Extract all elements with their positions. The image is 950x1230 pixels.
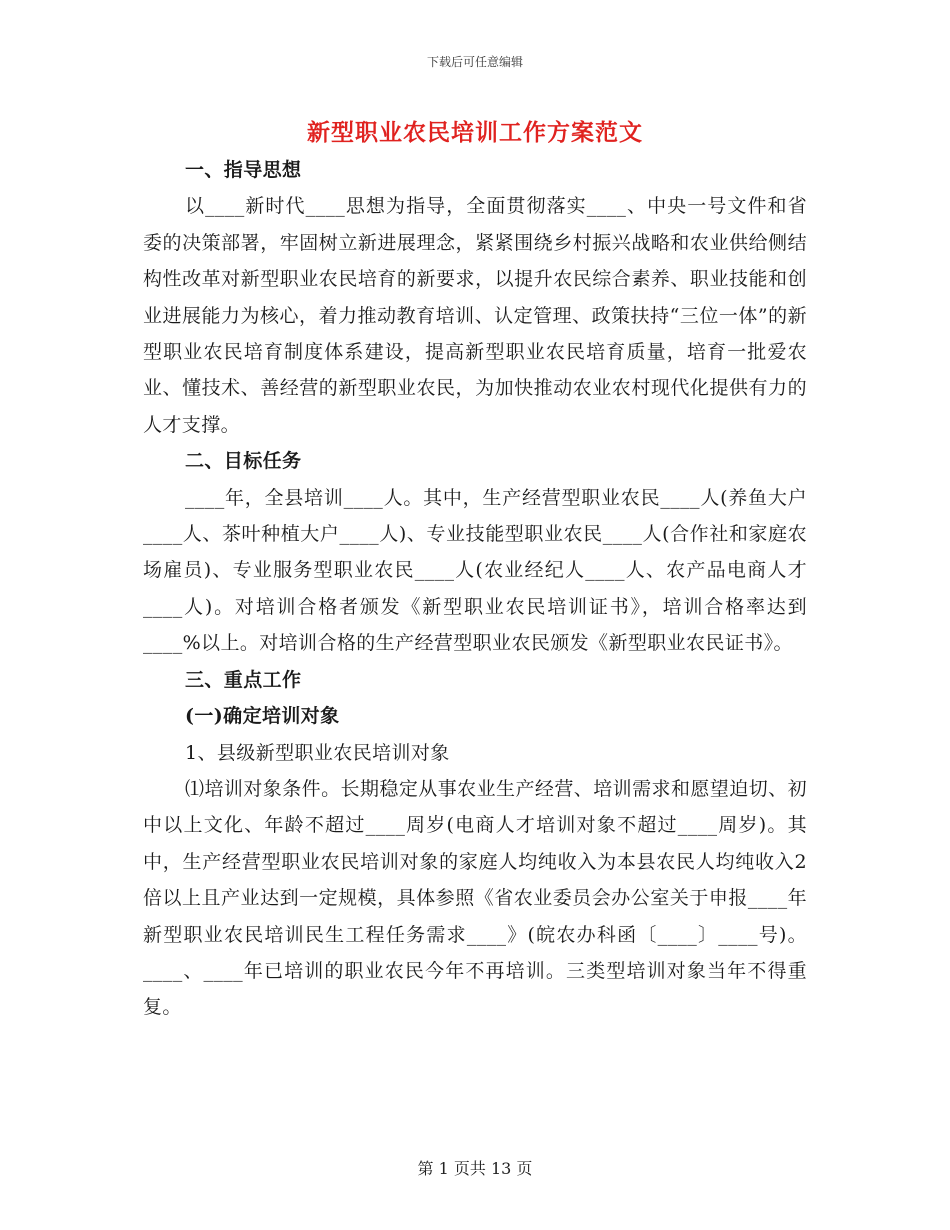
item-county-level-targets: 1、县级新型职业农民培训对象: [185, 741, 450, 764]
subsection-heading-training-targets: (一)确定培训对象: [185, 705, 340, 728]
document-body: [143, 152, 807, 1026]
section-heading-guiding-ideology: 一、指导思想: [185, 159, 302, 181]
paragraph-target-conditions: ⑴培训对象条件。长期稳定从事农业生产经营、培训需求和愿望迫切、初中以上文化、年龄不超过____周岁(电商人才培训对象不超过____周岁)。其中，生产经营型职业农民培训对象的家庭人均纯收入为本县农民人均纯收入2倍以上且产业达到一定规模，具体参照《省农业委员会办公室关于申报____年新型职业农民培训民生工程任务需求____》(皖农办科函〔____〕____号)。____、____年已培训的职业农民今年不再培训。三类型培训对象当年不得重复。: [143, 777, 807, 1019]
paragraph-guiding-ideology: 以____新时代____思想为指导，全面贯彻落实____、中央一号文件和省委的决策部署，牢固树立新进展理念，紧紧围绕乡村振兴战略和农业供给侧结构性改革对新型职业农民培育的新要求，以提升农民综合素养、职业技能和创业进展能力为核心，着力推动教育培训、认定管理、政策扶持“三位一体”的新型职业农民培育制度体系建设，提高新型职业农民培育质量，培育一批爱农业、懂技术、善经营的新型职业农民，为加快推动农业农村现代化提供有力的人才支撑。: [143, 195, 807, 436]
document-title: 新型职业农民培训工作方案范文: [307, 119, 643, 146]
section-heading-key-work: 三、重点工作: [185, 668, 302, 691]
page-footer: 第 1 页共 13 页: [417, 1159, 533, 1178]
section-heading-goals: 二、目标任务: [185, 450, 302, 473]
page-header: 下载后可任意编辑: [426, 55, 523, 69]
paragraph-goals: ____年，全县培训____人。其中，生产经营型职业农民____人(养鱼大户____人、茶叶种植大户____人)、专业技能型职业农民____人(合作社和家庭农场雇员)、专业服务型职业农民____人(农业经纪人____人、农产品电商人才____人)。对培训合格者颁发《新型职业农民培训证书》，培训合格率达到____%以上。对培训合格的生产经营型职业农民颁发《新型职业农民证书》。: [143, 486, 807, 655]
